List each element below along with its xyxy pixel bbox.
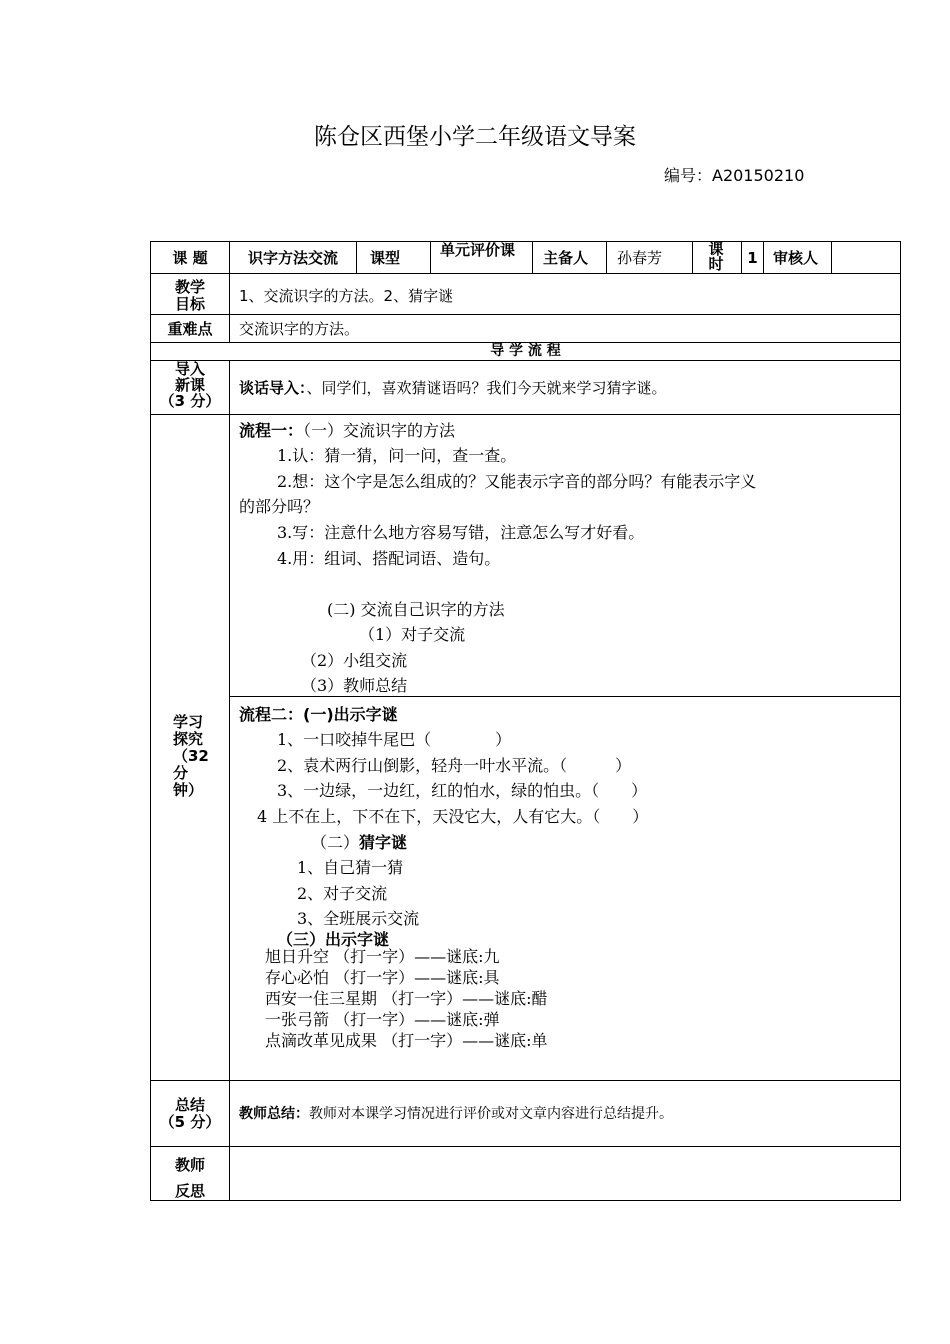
reflection-label-line: 教师: [174, 1156, 205, 1174]
flow2-heading: (一)出示字谜: [303, 705, 398, 724]
reflection-label: [151, 1152, 229, 1204]
flow1-item: 2.想：这个字是怎么组成的？又能表示字音的部分吗？有能表示字义: [277, 472, 757, 491]
riddle-item: 4 上不在上，下不在下，天没它大，人有它大。（ ）: [257, 807, 649, 826]
key-points-text: 交流识字的方法。: [239, 320, 360, 338]
explore-label-line: 学习: [173, 713, 204, 731]
intro-label-line: （3 分）: [159, 392, 221, 410]
riddle-item: 3、一边绿，一边红，红的怕水，绿的怕虫。（ ）: [277, 781, 648, 800]
col-divider: [532, 242, 533, 273]
summary-body: 教师对本课学习情况进行评价或对文章内容进行总结提升。: [309, 1106, 673, 1122]
col-divider: [831, 242, 832, 273]
col-divider: [229, 360, 230, 1200]
explore-label-line: （32 分: [173, 747, 209, 782]
flow2-lead: 流程二：: [239, 705, 304, 724]
guess-heading: [311, 830, 407, 853]
flow1-heading: （一）交流识字的方法: [303, 421, 456, 440]
flow1-sub-item: （3）教师总结: [301, 676, 408, 695]
flow1-item: 4.用：组词、搭配词语、造句。: [277, 549, 501, 568]
riddle-item: 2、袁术两行山倒影，轻舟一叶水平流。（ ）: [277, 756, 632, 775]
row-divider: [151, 1080, 900, 1081]
riddle-answer: 一张弓箭 （打一字）——谜底:弹: [265, 1010, 500, 1029]
preparer-value: 孙春芳: [617, 249, 663, 267]
intro-lead: 谈话导入：: [239, 379, 307, 397]
intro-text: [239, 380, 667, 397]
summary-label-line: （5 分）: [159, 1113, 221, 1131]
lesson-plan-table: [150, 241, 901, 1201]
flow1-heading-line: [239, 418, 455, 441]
flow1-lead: 流程一：: [239, 421, 304, 440]
riddle-item: 1、一口咬掉牛尾巴（ ）: [277, 730, 512, 749]
key-points-label: 重难点: [167, 320, 213, 338]
document-serial-number: 编号：A20150210: [664, 166, 805, 185]
riddle-answer: 存心必怕 （打一字）——谜底:具: [265, 968, 500, 987]
summary-label-line: 总结: [174, 1096, 205, 1114]
guess-heading-text: 猜字谜: [359, 833, 408, 852]
intro-body: 、同学们，喜欢猜谜语吗？我们今天就来学习猜字谜。: [306, 379, 667, 397]
topic-value: 识字方法交流: [247, 249, 338, 267]
flow1-sub-item: （1）对子交流: [359, 625, 466, 644]
flow1-sub-item: （2）小组交流: [301, 651, 408, 670]
flow1-item: 3.写：注意什么地方容易写错，注意怎么写才好看。: [277, 523, 645, 542]
guess-item: 2、对子交流: [297, 884, 388, 903]
objectives-text: 1、交流识字的方法。2、猜字谜: [239, 287, 454, 305]
type-label: 课型: [370, 249, 401, 267]
flow1-item: 的部分吗？: [239, 497, 320, 516]
col-divider: [430, 242, 431, 273]
hours-label: 课时: [708, 240, 724, 273]
riddle-answer: 西安一住三星期 （打一字）——谜底:醋: [265, 989, 548, 1008]
col-divider: [763, 242, 764, 273]
flow-heading: 导 学 流 程: [490, 343, 561, 359]
intro-label-line: 导入: [174, 360, 205, 378]
summary-label: [151, 1097, 229, 1131]
col-divider: [606, 242, 607, 273]
col-divider: [356, 242, 357, 273]
document-title: 陈仓区西堡小学二年级语文导案: [314, 124, 636, 150]
row-divider: [151, 273, 900, 274]
explore-label: [173, 714, 225, 799]
flow1-sub-heading: (二) 交流自己识字的方法: [327, 600, 505, 619]
guess-heading-prefix: （二）: [311, 833, 360, 852]
topic-label: 课 题: [172, 249, 208, 267]
guess-item: 3、全班展示交流: [297, 909, 420, 928]
row-divider: [151, 1146, 900, 1147]
show-riddle-heading: （三）出示字谜: [277, 930, 390, 949]
col-divider: [692, 242, 693, 273]
objectives-label: 教学目标: [175, 278, 206, 313]
hours-value: 1: [747, 249, 758, 267]
reviewer-label: 审核人: [773, 249, 819, 267]
flow1-item: 1.认：猜一猜，问一问，查一查。: [277, 446, 517, 465]
explore-label-line: 钟）: [173, 781, 204, 799]
preparer-label: 主备人: [543, 249, 589, 267]
riddle-answer: 点滴改革见成果 （打一字）——谜底:单: [265, 1031, 548, 1050]
row-divider: [151, 314, 900, 315]
guess-item: 1、自己猜一猜: [297, 858, 404, 877]
reflection-label-line: 反思: [174, 1182, 205, 1200]
intro-label: [151, 361, 229, 409]
explore-label-line: 探究: [173, 730, 204, 748]
row-divider: [151, 414, 900, 415]
flow2-heading-line: [239, 702, 398, 725]
row-divider: [229, 696, 900, 697]
summary-lead: 教师总结：: [239, 1106, 309, 1122]
row-divider: [151, 360, 900, 361]
summary-text: [239, 1107, 673, 1122]
intro-label-line: 新课: [174, 376, 205, 394]
type-value: 单元评价课: [440, 241, 516, 259]
riddle-answer: 旭日升空 （打一字）——谜底:九: [265, 947, 500, 966]
